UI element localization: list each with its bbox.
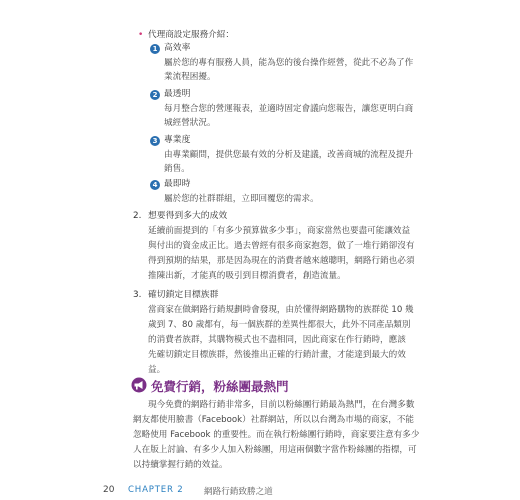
megaphone-icon (130, 377, 148, 393)
body-text-line: 網友都使用臉書（Facebook）社群網站，所以以台灣為市場的商家，不能 (133, 415, 415, 425)
section-text-line: 推陳出新，才能真的吸引到目標消費者，創造流量。 (148, 271, 346, 281)
service-text-line: 由專業顧問，提供您最有效的分析及建議，改善商城的流程及提升 (164, 150, 414, 160)
section-text-line: 當商家在做網路行銷規劃時會發現，由於懂得網路購物的族群從 10 幾 (148, 305, 414, 315)
service-text-line: 屬於您的社群群組，立即回覆您的需求。 (164, 194, 319, 204)
bullet-icon: • (138, 30, 144, 40)
service-title: 最透明 (164, 89, 191, 99)
section-title: 確切鎖定目標族群 (148, 290, 219, 300)
page-number: 20 (103, 485, 115, 495)
number-1-icon: 1 (150, 44, 160, 54)
service-title: 高效率 (164, 43, 191, 53)
service-text-line: 每月整合您的營運報表，並適時固定會議向您報告，讓您更明白商 (164, 104, 414, 114)
section-text-line: 益。 (148, 365, 166, 375)
service-title: 專業度 (164, 135, 191, 145)
number-2-icon: 2 (150, 90, 160, 100)
body-text-line: 現今免費的網路行銷非常多，目前以粉絲團行銷最為熱門，在台灣多數 (148, 400, 415, 410)
section-number: 2. (133, 211, 142, 221)
section-text-line: 先確切鎖定目標族群，然後推出正確的行銷計畫，才能達到最大的效 (148, 350, 406, 360)
service-text-line: 城經營狀況。 (164, 118, 216, 128)
chapter-title: 網路行銷致勝之道 (204, 487, 273, 497)
section-text-line: 的消費者族群，其購物模式也不盡相同，因此商家在作行銷時，應該 (148, 335, 406, 345)
service-text-line: 銷售。 (164, 164, 190, 174)
section-text-line: 歲到 7、80 歲都有，每一個族群的差異性都很大，此外不同產品類別 (148, 320, 411, 330)
section-text-line: 延續前面提到的「有多少預算做多少事」，商家當然也要盡可能讓效益 (148, 226, 411, 236)
section-title: 想要得到多大的成效 (148, 211, 228, 221)
section-number: 3. (133, 290, 142, 300)
body-text-line: 以持續掌握行銷的效益。 (133, 460, 228, 470)
number-3-icon: 3 (150, 136, 160, 146)
service-text-line: 屬於您的專有服務人員，能為您的後台操作經營，從此不必為了作 (164, 58, 414, 68)
chapter-label: CHAPTER 2 (128, 485, 184, 495)
body-text-line: 人在版上討論、有多少人加入粉絲團，用這兩個數字當作粉絲團的指標，可 (133, 445, 417, 455)
section-text-line: 得到預期的結果，那是因為現在的消費者越來越聰明，網路行銷也必須 (148, 256, 415, 266)
number-4-icon: 4 (150, 180, 160, 190)
body-text-line: 忽略使用 Facebook 的重要性。而在執行粉絲團行銷時，商家要注意有多少 (133, 430, 420, 440)
section-text-line: 與付出的資金成正比。過去曾經有很多商家抱怨，做了一堆行銷卻沒有 (148, 241, 415, 251)
section-heading: 免費行銷，粉絲團最熱門 (151, 379, 289, 394)
intro-label: 代理商設定服務介紹： (148, 30, 234, 40)
service-title: 最即時 (164, 179, 191, 189)
service-text-line: 業流程困擾。 (164, 72, 216, 82)
